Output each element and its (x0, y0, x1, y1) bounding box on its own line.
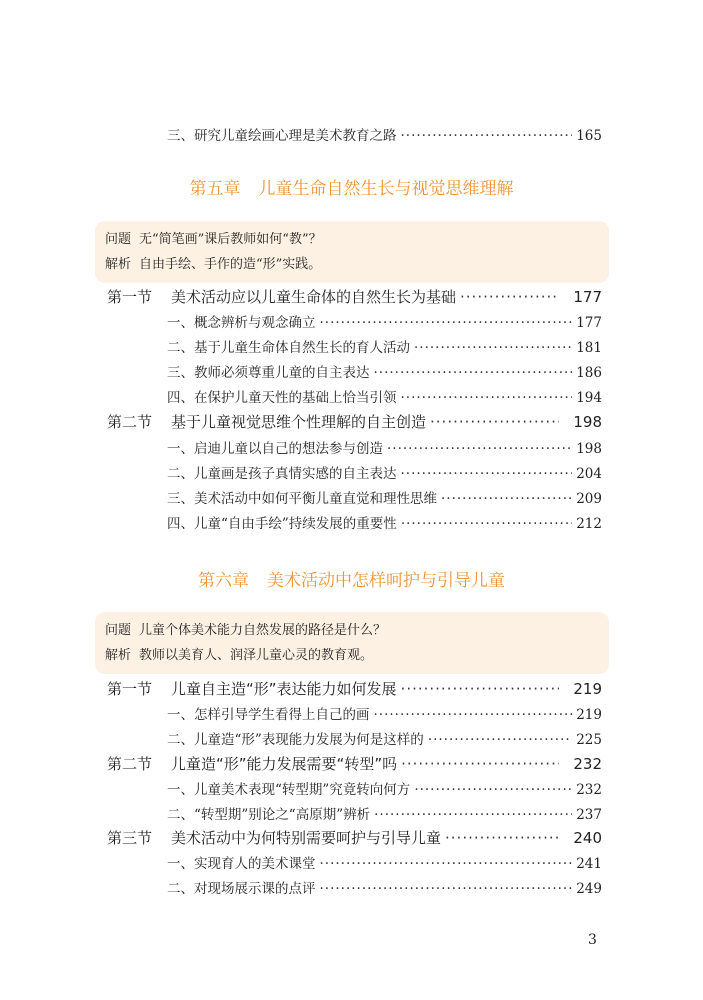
section-label: 第一节 (107, 680, 153, 698)
answer-label: 解析 (105, 648, 132, 663)
chapter-title: 儿童生命自然生长与视觉思维理解 (258, 179, 514, 199)
dot-leader (320, 881, 573, 897)
toc-item[interactable] (167, 852, 602, 872)
item-title: 三、教师必须尊重儿童的自主表达 (167, 365, 370, 381)
dot-leader (441, 491, 572, 507)
item-page: 177 (576, 315, 602, 331)
section-label: 第二节 (107, 755, 153, 773)
toc-item[interactable] (167, 311, 602, 331)
toc-section[interactable] (107, 411, 602, 433)
item-page: 186 (576, 365, 602, 381)
item-page: 194 (576, 390, 602, 406)
item-page: 219 (576, 707, 602, 723)
chapter-label: 第六章 (198, 571, 249, 591)
toc-item[interactable] (167, 336, 602, 356)
dot-leader (414, 782, 572, 798)
section-page: 232 (573, 755, 602, 773)
toc-item[interactable] (167, 124, 602, 144)
question-label: 问题 (105, 623, 132, 638)
section-page: 198 (573, 413, 602, 431)
chapter-label: 第五章 (189, 179, 241, 199)
section-title: 美术活动中为何特别需要呵护与引导儿童 (171, 829, 442, 847)
question-box (95, 221, 609, 283)
item-page: 212 (576, 516, 602, 532)
toc-section[interactable] (107, 753, 602, 775)
item-title: 二、对现场展示课的点评 (167, 881, 316, 897)
chapter-heading[interactable] (0, 566, 703, 591)
section-title: 儿童造“形”能力发展需要“转型”吗 (171, 755, 398, 773)
chapter-heading[interactable] (0, 174, 703, 199)
dot-leader (374, 365, 573, 381)
section-label: 第三节 (107, 829, 153, 847)
item-title: 二、儿童造“形”表现能力发展为何是这样的 (167, 732, 424, 748)
toc-item[interactable] (167, 703, 602, 723)
section-title: 美术活动应以儿童生命体的自然生长为基础 (171, 288, 457, 306)
item-title: 二、儿童画是孩子真情实感的自主表达 (167, 466, 397, 482)
question-box (95, 612, 609, 674)
toc-item[interactable] (167, 728, 602, 748)
dot-leader (414, 340, 572, 356)
section-page: 219 (573, 680, 602, 698)
toc-item[interactable] (167, 512, 602, 532)
toc-item[interactable] (167, 437, 602, 457)
question-text: 无“简笔画”课后教师如何“教”？ (139, 232, 322, 247)
toc-section[interactable] (107, 286, 602, 308)
item-page: 204 (576, 466, 602, 482)
section-title: 基于儿童视觉思维个性理解的自主创造 (171, 413, 427, 431)
question-text: 儿童个体美术能力自然发展的路径是什么？ (139, 623, 387, 638)
item-title: 一、实现育人的美术课堂 (167, 856, 316, 872)
question-label: 问题 (105, 232, 132, 247)
item-title: 二、基于儿童生命体自然生长的育人活动 (167, 340, 410, 356)
answer-text: 自由手绘、手作的造“形”实践。 (139, 257, 322, 272)
item-page: 181 (576, 340, 602, 356)
dot-leader (401, 755, 559, 773)
dot-leader (401, 128, 573, 144)
toc-section[interactable] (107, 678, 602, 700)
item-page: 225 (576, 732, 602, 748)
item-title: 一、怎样引导学生看得上自己的画 (167, 707, 370, 723)
dot-leader (387, 441, 572, 457)
chapter-title: 美术活动中怎样呵护与引导儿童 (267, 571, 505, 591)
dot-leader (320, 315, 573, 331)
section-label: 第一节 (107, 288, 153, 306)
dot-leader (445, 829, 559, 847)
section-page: 240 (573, 829, 602, 847)
item-page: 241 (576, 856, 602, 872)
dot-leader (401, 680, 560, 698)
section-title: 儿童自主造“形”表达能力如何发展 (171, 680, 397, 698)
item-title: 四、在保护儿童天性的基础上恰当引领 (167, 390, 397, 406)
toc-item[interactable] (167, 803, 602, 823)
toc-item[interactable] (167, 778, 602, 798)
item-page: 249 (576, 881, 602, 897)
answer-text: 教师以美育人、润泽儿童心灵的教育观。 (139, 648, 374, 663)
item-title: 一、启迪儿童以自己的想法参与创造 (167, 441, 383, 457)
item-page: 198 (576, 441, 602, 457)
page-number: 3 (588, 932, 597, 948)
toc-item[interactable] (167, 386, 602, 406)
dot-leader (374, 707, 573, 723)
toc-item[interactable] (167, 877, 602, 897)
item-page: 232 (576, 782, 602, 798)
toc-item[interactable] (167, 487, 602, 507)
item-title: 三、研究儿童绘画心理是美术教育之路 (167, 128, 397, 144)
dot-leader (374, 807, 572, 823)
dot-leader (460, 288, 559, 306)
section-page: 177 (573, 288, 602, 306)
toc-item[interactable] (167, 462, 602, 482)
item-page: 209 (576, 491, 602, 507)
item-title: 一、儿童美术表现“转型期”究竟转向何方 (167, 782, 411, 798)
item-page: 237 (576, 807, 602, 823)
section-label: 第二节 (107, 413, 153, 431)
dot-leader (428, 732, 572, 748)
item-title: 一、概念辨析与观念确立 (167, 315, 316, 331)
dot-leader (320, 856, 573, 872)
dot-leader (401, 516, 572, 532)
item-title: 三、美术活动中如何平衡儿童直觉和理性思维 (167, 491, 437, 507)
item-page: 165 (576, 128, 602, 144)
item-title: 四、儿童“自由手绘”持续发展的重要性 (167, 516, 397, 532)
dot-leader (430, 413, 559, 431)
dot-leader (401, 466, 573, 482)
answer-label: 解析 (105, 257, 132, 272)
item-title: 二、“转型期”别论之“高原期”辨析 (167, 807, 371, 823)
dot-leader (401, 390, 573, 406)
toc-section[interactable] (107, 827, 602, 849)
toc-item[interactable] (167, 361, 602, 381)
